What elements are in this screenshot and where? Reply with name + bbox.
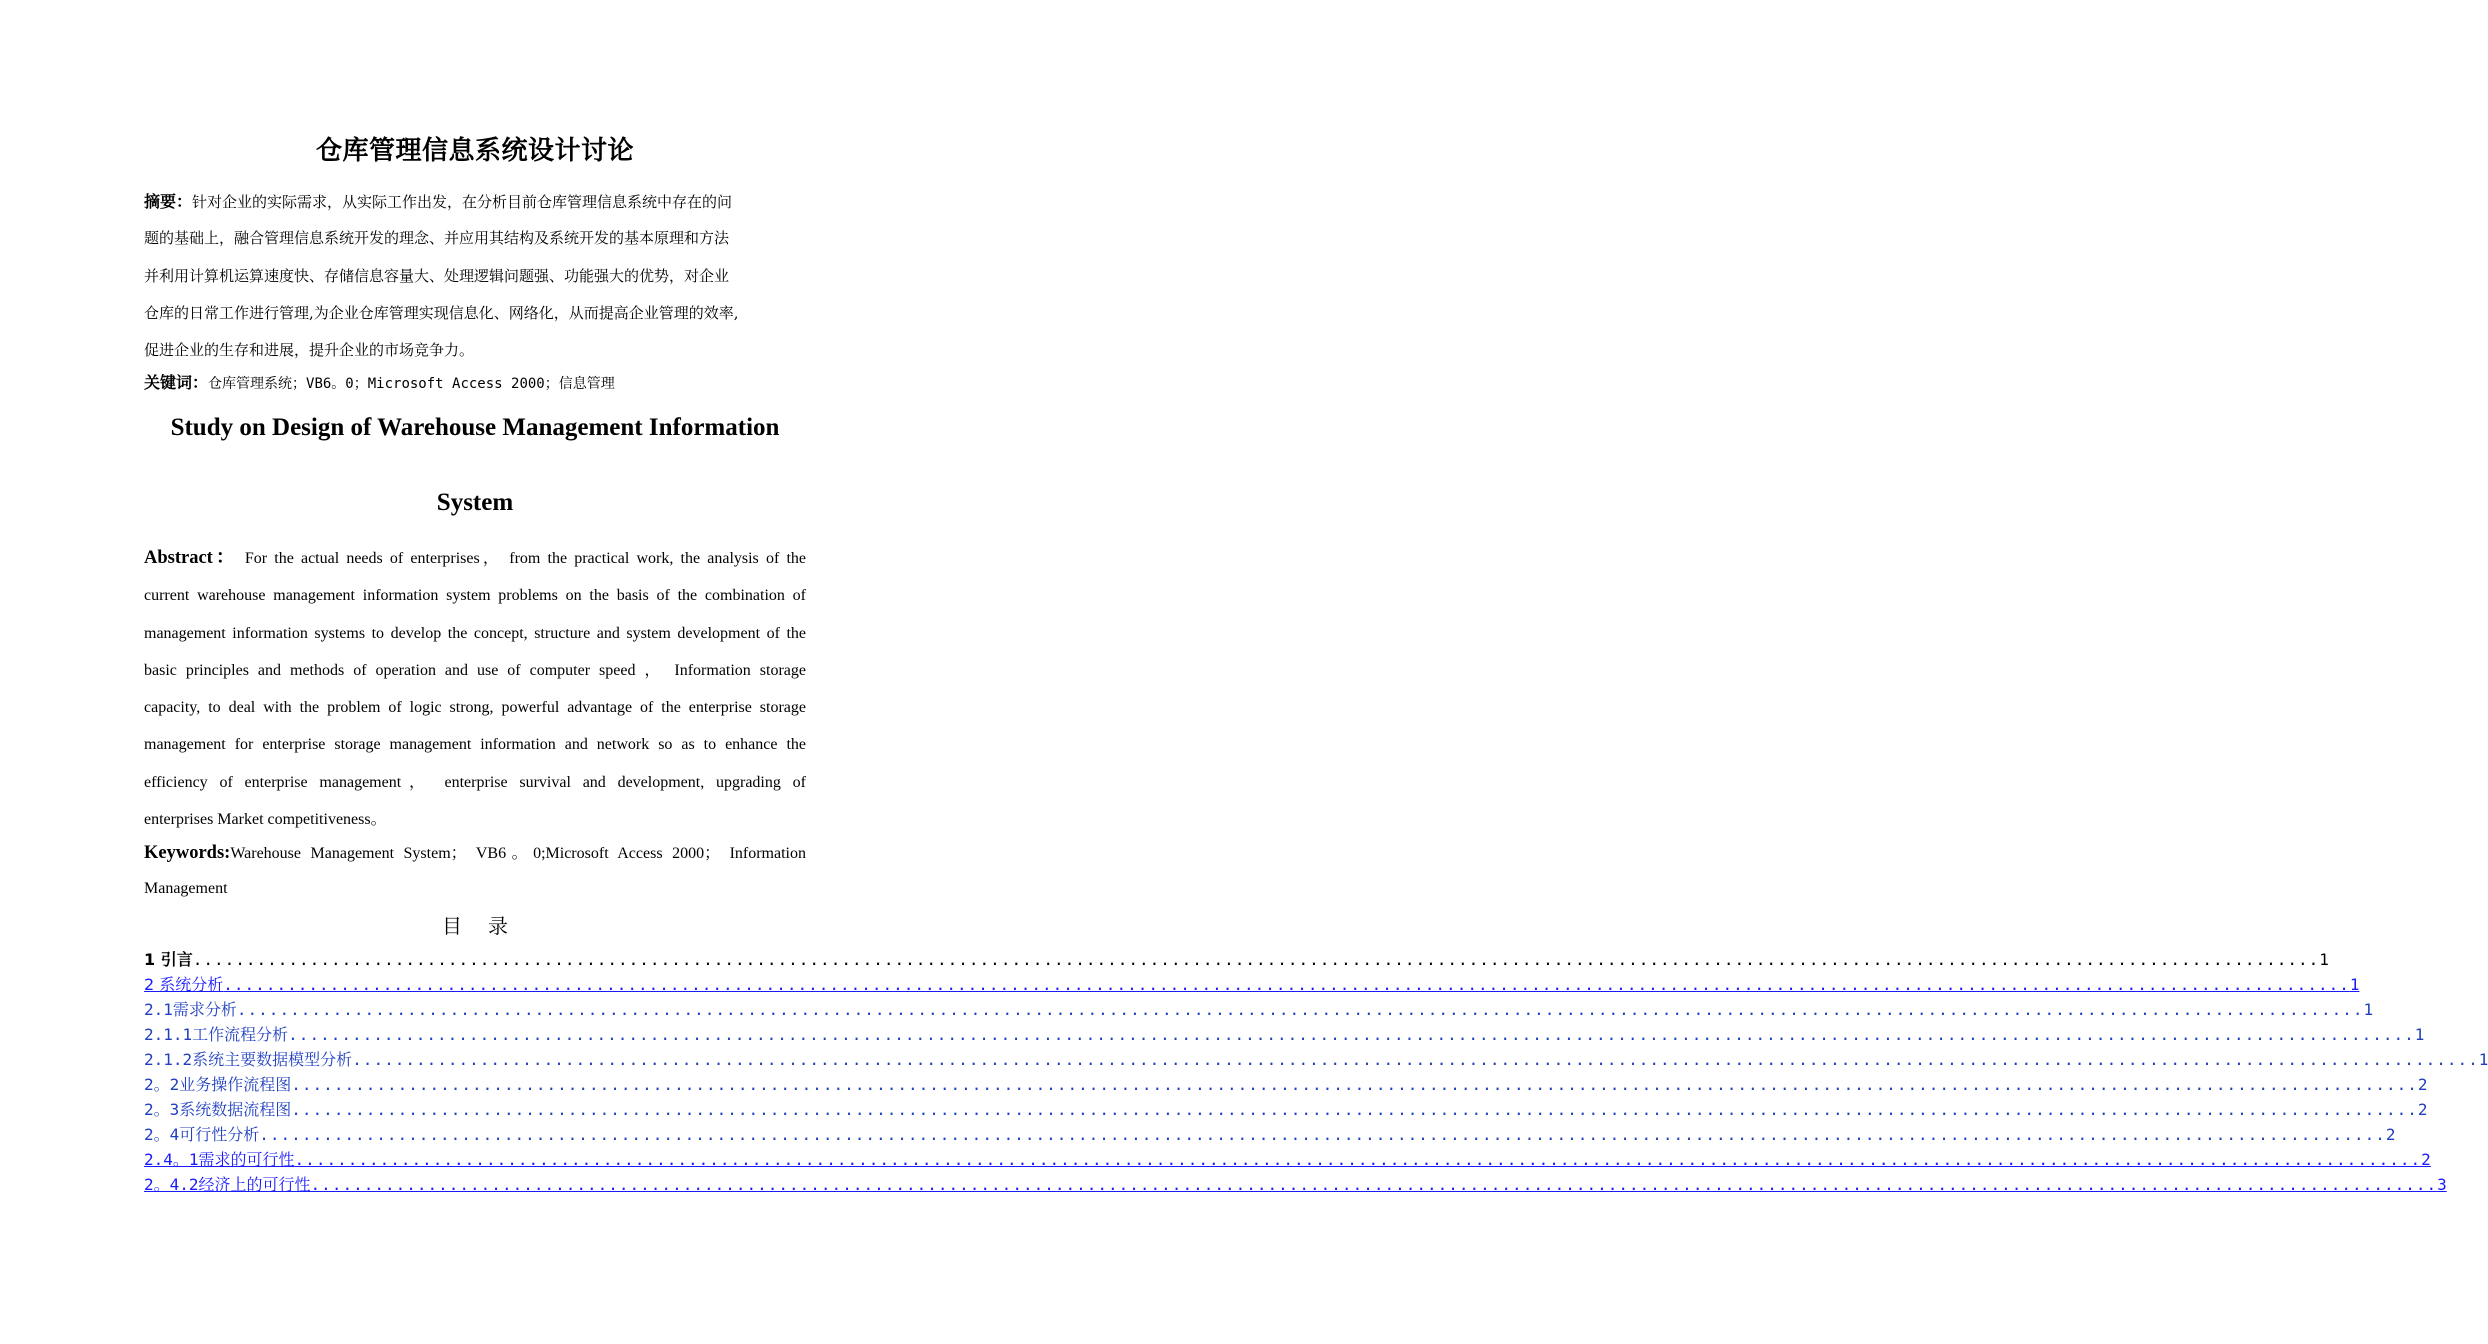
- toc-dot-leader: ........................................................................................................................................................................................................: [294, 1150, 2422, 1169]
- toc-entry-title: 2.1需求分析: [144, 1000, 237, 1019]
- keywords-en-line: Management: [144, 880, 228, 897]
- toc-entry-page: 1: [2414, 1025, 2425, 1044]
- toc-entry-title: 1 引言: [144, 950, 193, 969]
- abstract-en-line: basic principles and methods of operation and use of computer speed ， Information storage: [144, 661, 806, 679]
- toc-entry[interactable]: [144, 997, 2374, 1022]
- toc-entry-page: 2: [2417, 1075, 2428, 1094]
- toc-entry[interactable]: [144, 1147, 2431, 1172]
- toc-entry-page: 3: [2437, 1175, 2447, 1194]
- abstract-cn-line: 促进企业的生存和进展，提升企业的市场竞争力。: [144, 341, 475, 360]
- abstract-en-line: management information systems to develop the concept, structure and system development of the: [144, 624, 806, 642]
- toc-dot-leader: ........................................................................................................................................................................................................: [288, 1025, 2415, 1044]
- toc-entry[interactable]: [144, 1022, 2425, 1047]
- toc-dot-leader: ........................................................................................................................................................................................................: [310, 1175, 2438, 1194]
- keywords-en-value: Warehouse Management System； VB6。0;Microsoft Access 2000； Information: [230, 845, 806, 862]
- toc-entry[interactable]: [144, 1122, 2396, 1147]
- toc-dot-leader: ........................................................................................................................................................................................................: [236, 1000, 2364, 1019]
- abstract-en-line: enterprises Market competitiveness。: [144, 811, 387, 829]
- abstract-cn-line: 仓库的日常工作进行管理,为企业仓库管理实现信息化、网络化，从而提高企业管理的效率,: [144, 303, 739, 322]
- toc-dot-leader: ........................................................................................................................................................................................................: [259, 1125, 2386, 1144]
- keywords-en-line: [144, 835, 806, 871]
- toc-entry[interactable]: [144, 1072, 2428, 1097]
- toc-entry[interactable]: [144, 947, 2329, 972]
- toc-entry[interactable]: [144, 1172, 2447, 1197]
- abstract-en-label: Abstract：: [144, 548, 238, 568]
- toc-entry-title: 2。4.2经济上的可行性: [144, 1175, 311, 1194]
- abstract-cn-text: 针对企业的实际需求，从实际工作出发，在分析目前仓库管理信息系统中存在的问: [192, 193, 733, 211]
- keywords-english: [144, 835, 806, 907]
- toc-entry-title: 2。3系统数据流程图: [144, 1100, 292, 1119]
- toc-entry-page: 1: [2363, 1000, 2374, 1019]
- toc-dot-leader: ........................................................................................................................................................................................................: [291, 1075, 2418, 1094]
- abstract-en-line: current warehouse management information system problems on the basis of the combination of: [144, 587, 806, 605]
- toc-dot-leader: ........................................................................................................................................................................................................: [223, 975, 2350, 994]
- keywords-cn-label: 关键词：: [144, 373, 209, 392]
- toc-dot-leader: ........................................................................................................................................................................................................: [291, 1100, 2418, 1119]
- toc-entry-page: 2: [2385, 1125, 2396, 1144]
- abstract-cn-label: 摘要：: [144, 192, 193, 211]
- table-of-contents: [144, 947, 2488, 1197]
- toc-entry-page: 2: [2421, 1150, 2431, 1169]
- keywords-en-label: Keywords:: [144, 843, 231, 863]
- toc-entry[interactable]: [144, 1047, 2488, 1072]
- toc-entry[interactable]: [144, 972, 2360, 997]
- abstract-en-line: management for enterprise storage management information and network so as to enhance the: [144, 736, 806, 754]
- abstract-cn-line: 并利用计算机运算速度快、存储信息容量大、处理逻辑问题强、功能强大的优势，对企业: [144, 266, 730, 285]
- toc-entry-title: 2.1.2系统主要数据模型分析: [144, 1050, 353, 1069]
- toc-entry-title: 2 系统分析: [144, 975, 224, 994]
- page-title-chinese: 仓库管理信息系统设计讨论: [315, 136, 634, 166]
- keywords-cn-value: 仓库管理系统；VB6。0；Microsoft Access 2000；信息管理: [208, 376, 615, 392]
- toc-entry-title: 2。2业务操作流程图: [144, 1075, 292, 1094]
- abstract-chinese: [144, 183, 814, 369]
- toc-title: 目录: [442, 914, 534, 938]
- toc-entry-page: 1: [2478, 1050, 2488, 1069]
- toc-entry-title: 2。4可行性分析: [144, 1125, 260, 1144]
- toc-entry-page: 1: [2319, 950, 2329, 969]
- abstract-english: [144, 540, 806, 838]
- abstract-en-line: capacity, to deal with the problem of logic strong, powerful advantage of the enterprise storage: [144, 699, 806, 717]
- abstract-en-line: [144, 540, 806, 577]
- toc-entry-title: 2.4。1需求的可行性: [144, 1150, 295, 1169]
- toc-entry-title: 2.1.1工作流程分析: [144, 1025, 289, 1044]
- toc-entry[interactable]: [144, 1097, 2428, 1122]
- toc-dot-leader: ........................................................................................................................................................................................................: [352, 1050, 2479, 1069]
- keywords-chinese: [144, 370, 814, 393]
- toc-dot-leader: ........................................................................................................................................................................................................: [192, 950, 2320, 969]
- abstract-cn-line: 题的基础上，融合管理信息系统开发的理念、并应用其结构及系统开发的基本原理和方法: [144, 229, 730, 248]
- page-title-english-line2: System: [436, 489, 514, 516]
- toc-entry-page: 1: [2349, 975, 2360, 994]
- abstract-en-text: For the actual needs of enterprises， from the practical work, the analysis of the: [244, 550, 806, 567]
- toc-entry-page: 2: [2417, 1100, 2428, 1119]
- abstract-cn-line: [144, 183, 814, 220]
- abstract-en-line: efficiency of enterprise management， enterprise survival and development, upgrading of: [144, 773, 806, 791]
- page-title-english-line1: Study on Design of Warehouse Management Information: [170, 414, 780, 441]
